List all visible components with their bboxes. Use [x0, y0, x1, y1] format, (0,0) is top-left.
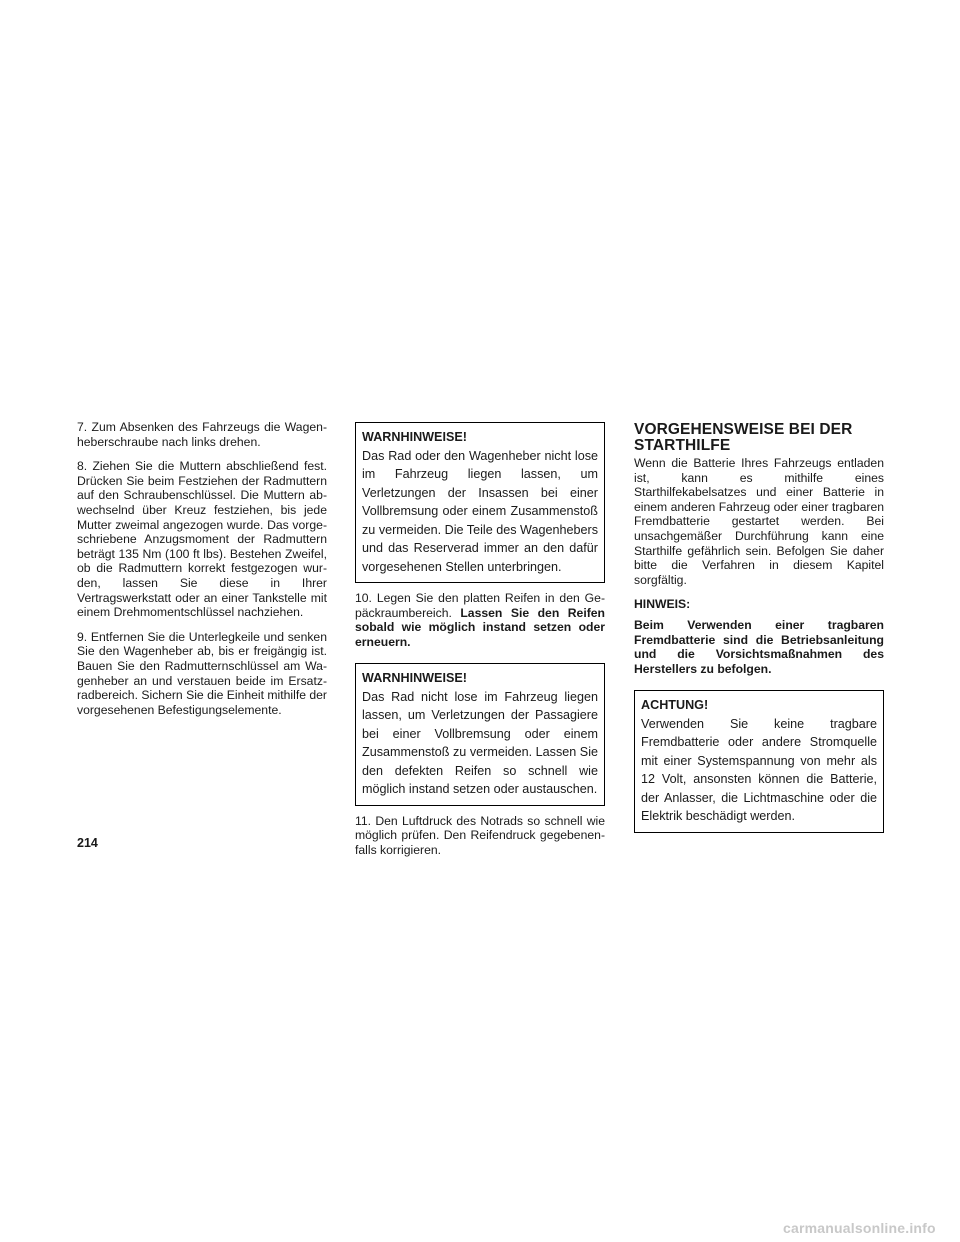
- step-8-text: 8. Ziehen Sie die Muttern abschließend fest. Drücken Sie beim Festziehen der Radmuttern auf den Schraubenschlüssel. Die Muttern abwechselnd über Kreuz festziehen, bis jede Mutter zweimal angezogen wurde. Das vorgeschriebene Anzugsmoment der Radmuttern beträgt 135 Nm (100 ft lbs). Bestehen Zweifel, ob die Radmuttern korrekt festgezogen wurden, lassen Sie diese in Ihrer Vertragswerkstatt oder an einer Tankstelle mit einem Drehmomentschlüssel nachziehen.: [77, 459, 327, 620]
- warning-title: WARNHINWEISE!: [362, 430, 467, 444]
- step-11-text: 11. Den Luftdruck des Notrads so schnell wie möglich prüfen. Den Reifendruck gegebenenfalls korrigieren.: [355, 813, 605, 858]
- column-middle: [355, 420, 605, 868]
- step-7-text: 7. Zum Absenken des Fahrzeugs die Wagenheberschraube nach links drehen.: [77, 420, 327, 449]
- watermark: carmanualsonline.info: [783, 1220, 936, 1236]
- warning-body: Das Rad oder den Wagenheber nicht lose im Fahrzeug liegen lassen, um Verletzungen der Insassen bei einer Vollbremsung oder einem Zusammenstoß zu vermeiden. Die Teile des Wagenhebers und das Reserverad immer an den dafür vorgesehenen Stellen unterbringen.: [362, 448, 598, 574]
- note-label: HINWEIS:: [634, 597, 691, 612]
- warning-body: Das Rad nicht lose im Fahrzeug liegen lassen, um Verletzungen der Passagiere bei einer Vollbremsung oder einem Zusammenstoß zu vermeiden. Lassen Sie den defekten Reifen so schnell wie möglich instand setzen oder austauschen.: [362, 689, 598, 797]
- caution-title: ACHTUNG!: [641, 698, 709, 713]
- note-text: Beim Verwenden einer tragbaren Fremdbatterie sind die Betriebsanleitung und die Vorsichtsmaßnahmen des Herstellers zu befolgen.: [634, 617, 884, 676]
- page-number: 214: [77, 836, 98, 850]
- warning-box-loose-wheel: [355, 663, 605, 806]
- caution-body: Verwenden Sie keine tragbare Fremdbatterie oder andere Stromquelle mit einer Systemspannung von mehr als 12 Volt, ansonsten können die Batterie, der Anlasser, die Lichtmaschine oder die Elektrik beschädigt werden.: [641, 716, 877, 824]
- step-10-text: [355, 591, 605, 649]
- warning-box-wheel-jack: [355, 422, 605, 583]
- step-10-normal: 10. Legen Sie den platten Reifen in den Gepäckraumbereich.: [355, 591, 605, 620]
- step-9-text: 9. Entfernen Sie die Unterlegkeile und senken Sie den Wagenheber ab, bis er freigängig ist. Bauen Sie den Radmutternschlüssel am Wagenheber an und verstauen beide im Ersatzradbereich. Sichern Sie die Einheit mithilfe der vorgesehenen Befestigungselemente.: [77, 629, 327, 717]
- step-10-bold: Lassen Sie den Reifen sobald wie möglich instand setzen oder erneuern.: [355, 605, 605, 649]
- section-heading: VORGEHENSWEISE BEI DER STARTHILFE: [634, 421, 853, 454]
- warning-title: WARNHINWEISE!: [362, 671, 467, 686]
- column-right: [634, 420, 884, 841]
- column-left: [77, 420, 327, 727]
- caution-box: [634, 690, 884, 833]
- intro-text: Wenn die Batterie Ihres Fahrzeugs entladen ist, kann es mithilfe eines Starthilfekabelsatzes und einer Batterie in einem anderen Fahrzeug oder einer tragbaren Fremdbatterie gestartet werden. Bei unsachgemäßer Durchführung kann eine Starthilfe gefährlich sein. Befolgen Sie daher bitte die Verfahren in diesem Kapitel sorgfältig.: [634, 456, 885, 587]
